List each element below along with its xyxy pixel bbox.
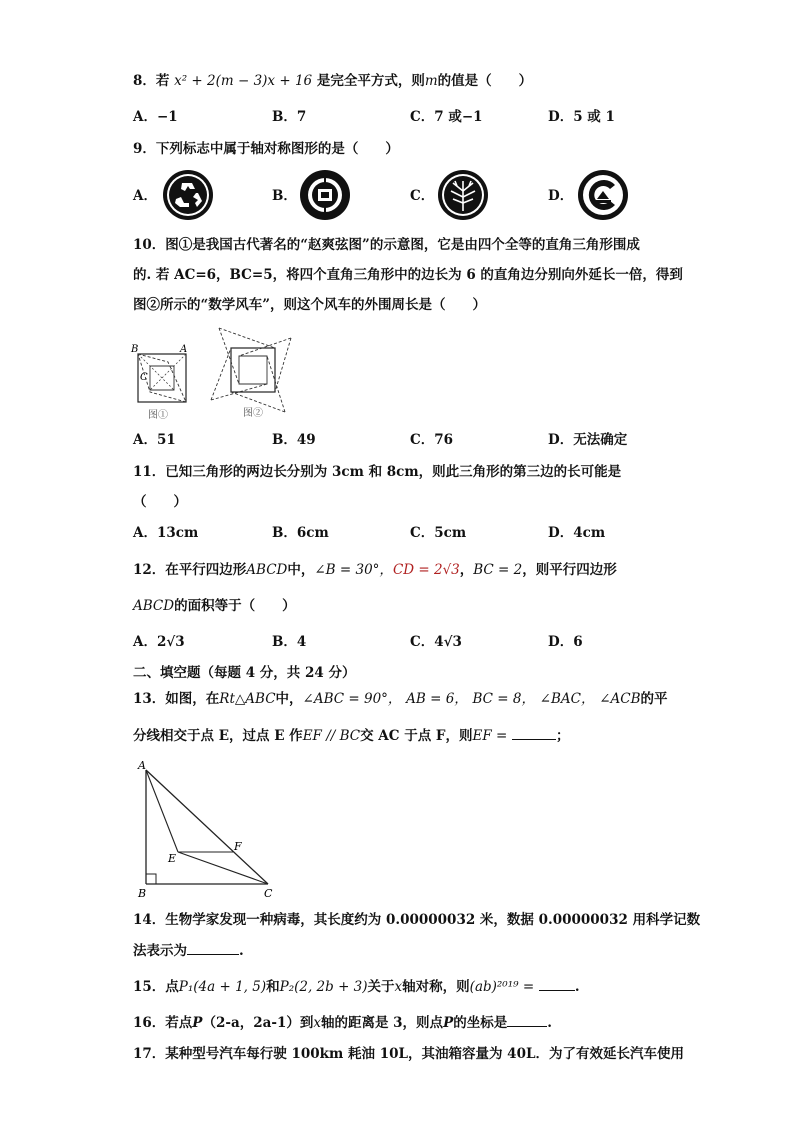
q16-text-mid: 到 bbox=[299, 1015, 314, 1031]
q13-triangle: Rt△ABC bbox=[219, 691, 276, 707]
fig1-point-b: B bbox=[131, 344, 139, 355]
q16-point-p: P bbox=[192, 1015, 203, 1031]
q16-text-end: . bbox=[547, 1015, 552, 1031]
q16-text-post: 的坐标是 bbox=[453, 1015, 508, 1031]
q15-point-p1: P₁(4a + 1, 5) bbox=[178, 979, 267, 995]
q16-point-p-2: P bbox=[443, 1015, 454, 1031]
q16-coords: （2-a，2a-1） bbox=[202, 1015, 300, 1031]
q8-option-b: B．7 bbox=[272, 109, 307, 125]
q13-point-b: B bbox=[138, 887, 147, 900]
q11-option-a: A．13cm bbox=[133, 525, 199, 541]
q16-text-mid2: 轴的距离是 3，则点 bbox=[320, 1015, 444, 1031]
question-10-line-3: 图②所示的“数学风车”，则这个风车的外围周长是（ ） bbox=[133, 297, 487, 313]
q12-shape-2: ABCD bbox=[133, 598, 175, 614]
q15-text-mid2: 轴对称，则 bbox=[402, 979, 470, 995]
q15-and: 和 bbox=[266, 979, 280, 995]
q12-angle: ∠B = 30°， bbox=[314, 562, 393, 578]
q13-bc: BC = 8， bbox=[472, 691, 535, 707]
q15-text-pre: 15．点 bbox=[133, 979, 179, 995]
q12-text-pre: 12．在平行四边形 bbox=[133, 562, 247, 578]
q9-option-c: C． bbox=[410, 188, 435, 204]
section-2-heading: 二、填空题（每题 4 分，共 24 分） bbox=[133, 665, 356, 681]
q13-ef-parallel: EF // BC bbox=[302, 728, 361, 744]
q13-point-e: E bbox=[168, 852, 177, 865]
tree-emblem-icon bbox=[437, 169, 489, 221]
q8-text-pre: 若 bbox=[155, 73, 170, 89]
question-10-line-1: 10．图①是我国古代著名的“赵爽弦图”的示意图，它是由四个全等的直角三角形围成 bbox=[133, 237, 640, 253]
q16-answer-blank bbox=[507, 1014, 547, 1027]
question-14-line-1: 14．生物学家发现一种病毒，其长度约为 0.00000032 米，数据 0.00000032 用科学记数 bbox=[133, 912, 701, 928]
q14-answer-blank bbox=[187, 942, 239, 955]
q8-option-a: A．−1 bbox=[133, 109, 178, 125]
question-12-line-2 bbox=[133, 597, 296, 615]
q16-text-pre: 16．若点 bbox=[133, 1015, 193, 1031]
bank-logo-icon bbox=[299, 169, 351, 221]
q11-option-c: C．5cm bbox=[410, 525, 467, 541]
q12-bc: BC = 2 bbox=[473, 562, 523, 578]
q13-line2-pre: 分线相交于点 E，过点 E 作 bbox=[133, 728, 303, 744]
question-8 bbox=[133, 72, 532, 90]
question-15 bbox=[133, 978, 580, 996]
q12-text-mid2: ，则平行四边形 bbox=[522, 562, 617, 578]
q15-text-mid: 关于 bbox=[367, 979, 395, 995]
q13-ef-question: EF = bbox=[472, 728, 508, 744]
q12-sep: ， bbox=[459, 562, 474, 578]
q12-option-a: A．2√3 bbox=[133, 634, 185, 650]
q13-bac: ∠BAC， bbox=[539, 691, 595, 707]
q13-text-post: 的平 bbox=[640, 691, 668, 707]
q10-option-a: A．51 bbox=[133, 432, 176, 448]
q8-option-c: C．7 或−1 bbox=[410, 109, 483, 125]
q9-option-d: D． bbox=[548, 188, 574, 204]
q13-point-c: C bbox=[264, 887, 273, 900]
q14-line2-pre: 法表示为 bbox=[133, 943, 187, 959]
q10-option-d: D．无法确定 bbox=[548, 432, 628, 448]
c-emblem-icon bbox=[577, 169, 629, 221]
question-14-line-2 bbox=[133, 942, 244, 960]
q11-option-b: B．6cm bbox=[272, 525, 329, 541]
figure-2-math-windmill bbox=[205, 324, 295, 422]
q12-option-b: B．4 bbox=[272, 634, 307, 650]
question-11-line-1: 11．已知三角形的两边长分别为 3cm 和 8cm，则此三角形的第三边的长可能是 bbox=[133, 464, 622, 480]
fig1-point-a: A bbox=[180, 344, 188, 355]
figure-q13-triangle bbox=[132, 760, 282, 902]
q10-option-b: B．49 bbox=[272, 432, 316, 448]
fig2-caption: 图② bbox=[243, 408, 263, 419]
q8-text-mid: 是完全平方式，则 bbox=[316, 73, 425, 89]
q15-axis: x bbox=[394, 979, 403, 995]
fig1-caption: 图① bbox=[148, 410, 168, 421]
question-13-line-1 bbox=[133, 690, 668, 708]
question-11-line-2: （ ） bbox=[133, 494, 187, 510]
q13-ab: AB = 6， bbox=[406, 691, 468, 707]
question-16 bbox=[133, 1014, 552, 1032]
q14-line2-post: . bbox=[239, 943, 244, 959]
q13-text-mid1: 中， bbox=[275, 691, 303, 707]
question-9: 9．下列标志中属于轴对称图形的是（ ） bbox=[133, 141, 399, 157]
q10-option-c: C．76 bbox=[410, 432, 454, 448]
q8-text-post: 的值是（ ） bbox=[437, 73, 533, 89]
q12-option-c: C．4√3 bbox=[410, 634, 462, 650]
q13-point-a: A bbox=[138, 760, 146, 772]
fig1-point-c: C bbox=[140, 372, 148, 383]
q11-option-d: D．4cm bbox=[548, 525, 606, 541]
q15-text-post: . bbox=[574, 979, 580, 995]
question-10-line-2: 的. 若 AC=6，BC=5，将四个直角三角形中的边长为 6 的直角边分别向外延长一倍，得到 bbox=[133, 267, 683, 283]
q12-text-mid1: 中， bbox=[287, 562, 315, 578]
q13-line2-post: ； bbox=[556, 728, 570, 744]
q8-number: 8． bbox=[133, 73, 156, 89]
q12-cd: CD = 2√3 bbox=[392, 562, 460, 578]
q12-text-post: 的面积等于（ ） bbox=[174, 598, 296, 614]
q15-expression: (ab)²⁰¹⁹ = bbox=[469, 979, 535, 995]
q15-point-p2: P₂(2, 2b + 3) bbox=[279, 979, 368, 995]
q8-expression: x² + 2(m − 3)x + 16 bbox=[174, 73, 313, 89]
q16-axis: x bbox=[313, 1015, 321, 1031]
q8-variable: m bbox=[424, 73, 438, 89]
q13-text-pre: 13．如图，在 bbox=[133, 691, 220, 707]
q13-acb: ∠ACB bbox=[599, 691, 641, 707]
q8-option-d: D．5 或 1 bbox=[548, 109, 615, 125]
q9-option-a: A． bbox=[133, 188, 157, 204]
q13-line2-mid: 交 AC 于点 F，则 bbox=[360, 728, 473, 744]
figure-1-zhao-shuang-diagram bbox=[128, 340, 198, 422]
question-12-line-1 bbox=[133, 561, 617, 579]
q13-angle: ∠ABC = 90°， bbox=[302, 691, 402, 707]
q15-answer-blank bbox=[539, 978, 575, 991]
q13-answer-blank bbox=[512, 727, 556, 740]
question-13-line-2 bbox=[133, 727, 570, 745]
q13-point-f: F bbox=[234, 840, 242, 853]
recycle-logo-icon bbox=[162, 169, 214, 221]
question-17: 17．某种型号汽车每行驶 100km 耗油 10L，其油箱容量为 40L．为了有效延长汽车使用 bbox=[133, 1046, 684, 1062]
q9-option-b: B． bbox=[272, 188, 297, 204]
q12-shape: ABCD bbox=[246, 562, 288, 578]
q12-option-d: D．6 bbox=[548, 634, 583, 650]
